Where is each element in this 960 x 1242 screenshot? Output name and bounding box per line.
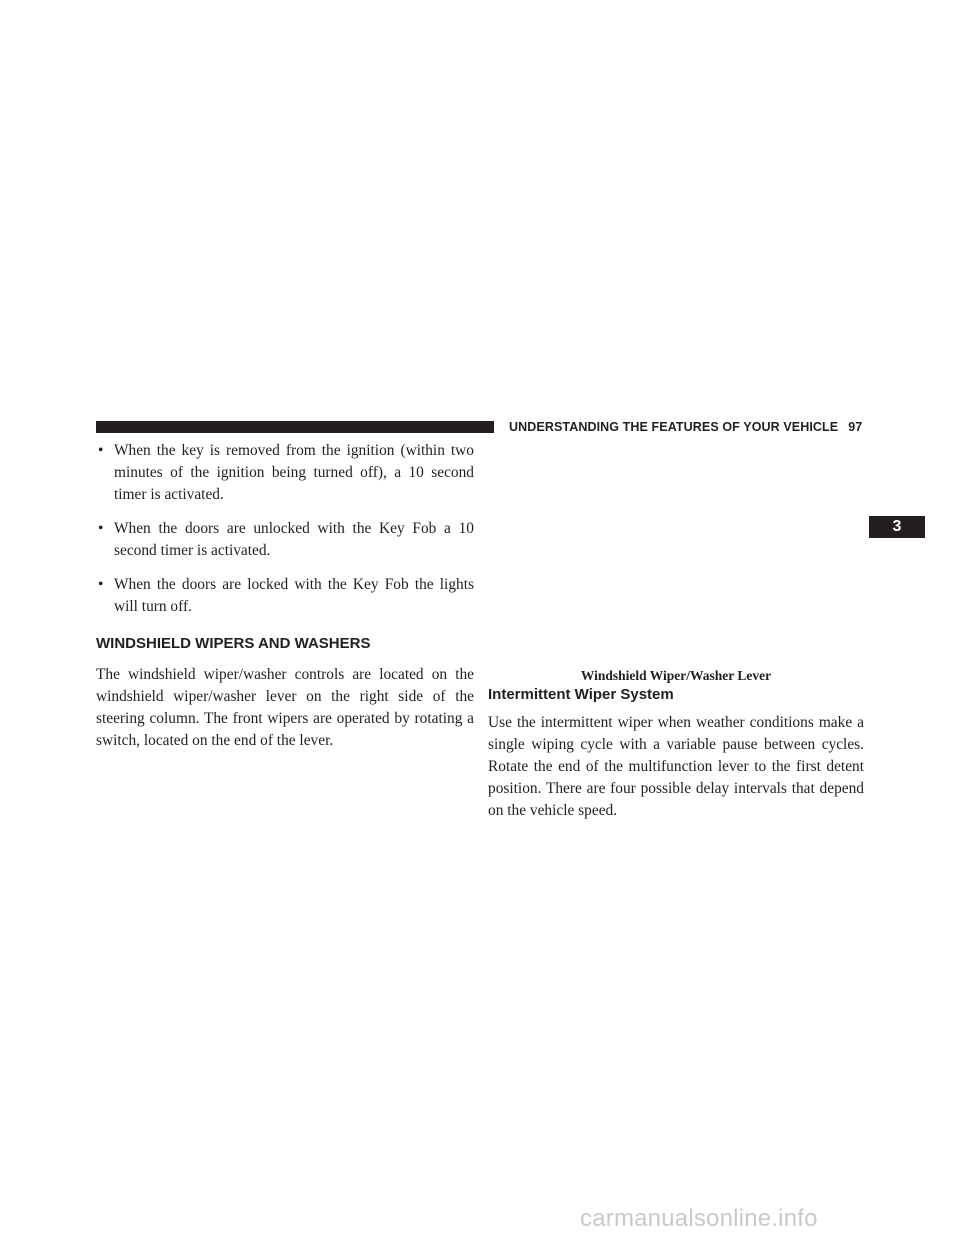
chapter-tab: 3	[869, 516, 925, 538]
list-item: • When the doors are unlocked with the Key Fob a 10 second timer is activated.	[98, 520, 474, 559]
subheading: Intermittent Wiper System	[488, 686, 674, 703]
header-title: UNDERSTANDING THE FEATURES OF YOUR VEHICLE	[509, 420, 839, 434]
bullet-icon: •	[98, 576, 104, 593]
section-paragraph: The windshield wiper/washer controls are located on the windshield wiper/washer lever on the right side of the steering column. The front wipers are operated by rotating a switch, located on the end of the lever.	[96, 666, 474, 749]
running-header	[509, 418, 862, 436]
bullet-icon: •	[98, 520, 104, 537]
watermark: carmanualsonline.info	[580, 1205, 818, 1232]
figure-caption: Windshield Wiper/Washer Lever	[580, 668, 772, 683]
bullet-icon: •	[98, 442, 104, 459]
bullet-list	[96, 440, 474, 618]
intermittent-paragraph: Use the intermittent wiper when weather conditions make a single wiping cycle with a variable pause between cycles. Rotate the end of the multifunction lever to the first detent position. There are four possible delay intervals that depend on the vehicle speed.	[488, 714, 864, 819]
left-column	[96, 440, 474, 752]
section-heading: WINDSHIELD WIPERS AND WASHERS	[96, 635, 371, 652]
list-item: • When the key is removed from the ignition (within two minutes of the ignition being turned off), a 10 second timer is activated.	[98, 442, 474, 503]
right-column	[488, 712, 864, 822]
list-item: • When the doors are locked with the Key Fob the lights will turn off.	[98, 576, 474, 615]
header-rule	[96, 421, 494, 433]
page-number: 97	[848, 420, 863, 434]
